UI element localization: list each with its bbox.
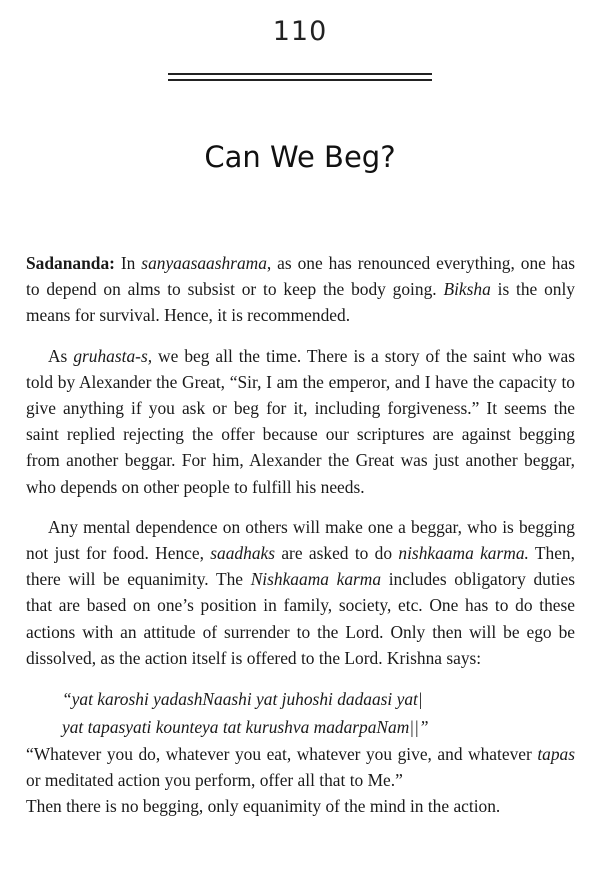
chapter-body	[26, 250, 575, 820]
italic-term: gruhasta-s,	[73, 345, 153, 366]
speaker-name: Sadananda:	[26, 253, 115, 273]
text-run: “Whatever you do, whatever you eat, whatever you give, and whatever	[26, 744, 538, 765]
verse-line-2: yat tapasyati kounteya tat kurushva madarpaNam||”	[62, 717, 429, 738]
text-run: , as one has renounced everything, one has to depend on alms to subsist or to keep the body going.	[26, 253, 575, 300]
italic-term: saadhaks	[210, 543, 275, 564]
text-run: is the only means for survival. Hence, it is recommended.	[26, 279, 575, 326]
text-run: or meditated action you perform, offer all that to Me.”	[26, 770, 403, 791]
italic-term: sanyaasaashrama	[141, 253, 267, 273]
header-rule-bottom	[168, 79, 432, 81]
text-run: we beg all the time. There is a story of the saint who was told by Alexander the Great, “Sir, I am the emperor, and I have the capacity to give anything if you ask or beg for it, including forgiveness.” It seems the saint replied rejecting the offer because our scriptures are against begging from another beggar. For him, Alexander the Great was just another beggar, who depends on other people to fulfill his needs.	[26, 345, 575, 497]
verse-translation	[26, 741, 575, 793]
text-run: are asked to do	[275, 543, 399, 564]
sanskrit-verse	[62, 685, 575, 741]
text-run: Any mental dependence on others will make one a beggar, who is begging not just for food. Hence,	[26, 516, 575, 564]
header-rule-top	[168, 73, 432, 75]
verse-line-1: “yat karoshi yadashNaashi yat juhoshi dadaasi yat|	[62, 689, 423, 710]
text-run: Then, there will be equanimity. The	[26, 543, 575, 590]
text-run: As	[48, 345, 74, 366]
italic-term: Biksha	[443, 279, 491, 300]
text-run: In	[114, 253, 142, 273]
italic-term: nishkaama karma.	[398, 543, 529, 564]
chapter-title: Can We Beg?	[204, 140, 396, 174]
paragraph-2	[26, 343, 575, 500]
italic-term: Nishkaama karma	[250, 569, 382, 590]
italic-term: tapas	[537, 744, 575, 765]
page-number: 110	[272, 16, 328, 47]
paragraph-1	[26, 250, 575, 329]
paragraph-3	[26, 514, 575, 671]
closing-paragraph: Then there is no begging, only equanimity of the mind in the action.	[26, 796, 501, 817]
text-run: includes obligatory duties that are based on one’s position in family, society, etc. One has to do these actions with an attitude of surrender to the Lord. Only then will be ego be dissolved, as the action itself is offered to the Lord. Krishna says:	[26, 569, 575, 668]
